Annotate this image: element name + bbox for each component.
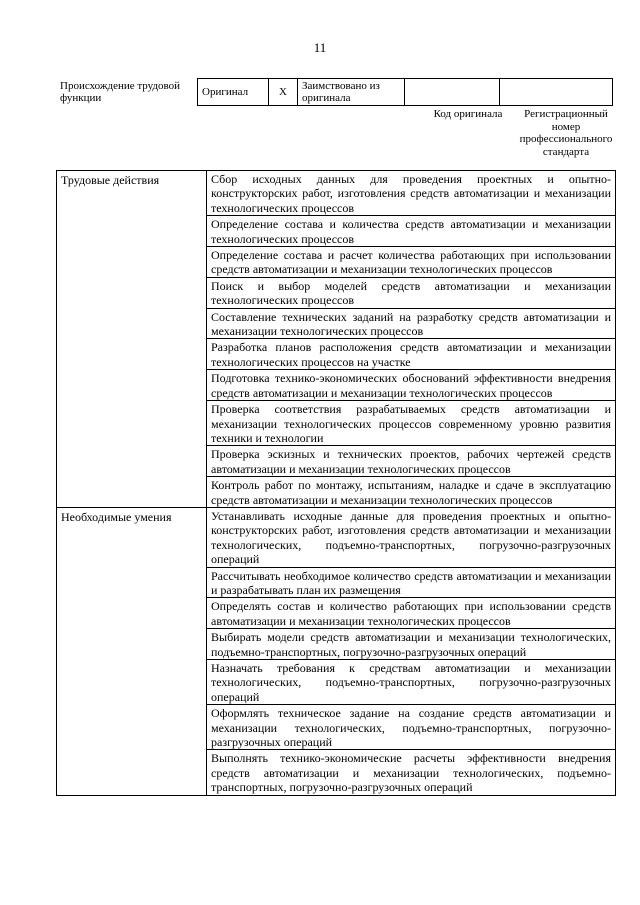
original-cell: Оригинал: [198, 79, 269, 106]
borrowed-cell: Заимствовано из оригинала: [298, 79, 405, 106]
item-text: Проверка эскизных и технических проектов, рабочих чертежей средств автоматизации и механизации технологических процессов: [207, 446, 616, 477]
item-text: Подготовка технико-экономических обоснований эффективности внедрения средств автоматизации и механизации технологических процессов: [207, 370, 616, 401]
table-row: [57, 507, 616, 567]
item-text: Сбор исходных данных для проведения проектных и опытно-конструкторских работ, изготовления средств автоматизации и механизации технологических процессов: [207, 171, 616, 216]
item-text: Контроль работ по монтажу, испытаниям, наладке и сдаче в эксплуатацию средств автоматизации и механизации технологических процессов: [207, 477, 616, 508]
item-text: Выбирать модели средств автоматизации и механизации технологических, подъемно-транспортных, погрузочно-разгрузочных операций: [207, 629, 616, 660]
item-text: Назначать требования к средствам автоматизации и механизации технологических, подъемно-транспортных, погрузочно-разгрузочных операций: [207, 660, 616, 705]
functions-table: [56, 170, 616, 796]
item-text: Проверка соответствия разрабатываемых средств автоматизации и механизации технологических процессов современному уровню развития техники и технологии: [207, 401, 616, 446]
code-cell: [405, 79, 500, 106]
code-label: Код оригинала: [433, 108, 503, 120]
section-heading: Трудовые действия: [57, 171, 207, 508]
table-row: [57, 171, 616, 216]
item-text: Разработка планов расположения средств автоматизации и механизации технологических процессов на участке: [207, 339, 616, 370]
item-text: Выполнять технико-экономические расчеты эффективности внедрения средств автоматизации и механизации технологических, подъемно-транспортных, погрузочно-разгрузочных операций: [207, 750, 616, 795]
item-text: Составление технических заданий на разработку средств автоматизации и механизации технологических процессов: [207, 308, 616, 339]
reg-number-label: Регистрационный номер профессионального стандарта: [519, 108, 613, 158]
item-text: Определение состава и расчет количества работающих при использовании средств автоматизации и механизации технологических процессов: [207, 247, 616, 278]
item-text: Рассчитывать необходимое количество средств автоматизации и механизации и разрабатывать план их размещения: [207, 567, 616, 598]
section-heading: Необходимые умения: [57, 507, 207, 795]
item-text: Устанавливать исходные данные для проведения проектных и опытно-конструкторских работ, изготовления средств автоматизации и механизации технологических, подъемно-транспортных, погрузочно-разгрузочных операций: [207, 507, 616, 567]
reg-number-cell: [500, 79, 613, 106]
origin-table: [197, 78, 613, 106]
item-text: Определение состава и количества средств автоматизации и механизации технологических процессов: [207, 216, 616, 247]
item-text: Определять состав и количество работающих при использовании средств автоматизации и механизации технологических процессов: [207, 598, 616, 629]
origin-label: Происхождение трудовой функции: [60, 80, 181, 104]
item-text: Оформлять техническое задание на создание средств автоматизации и механизации технологических, подъемно-транспортных, погрузочно-разгрузочных операций: [207, 705, 616, 750]
page-number: 11: [313, 40, 327, 55]
item-text: Поиск и выбор моделей средств автоматизации и механизации технологических процессов: [207, 277, 616, 308]
original-mark: X: [269, 79, 298, 106]
